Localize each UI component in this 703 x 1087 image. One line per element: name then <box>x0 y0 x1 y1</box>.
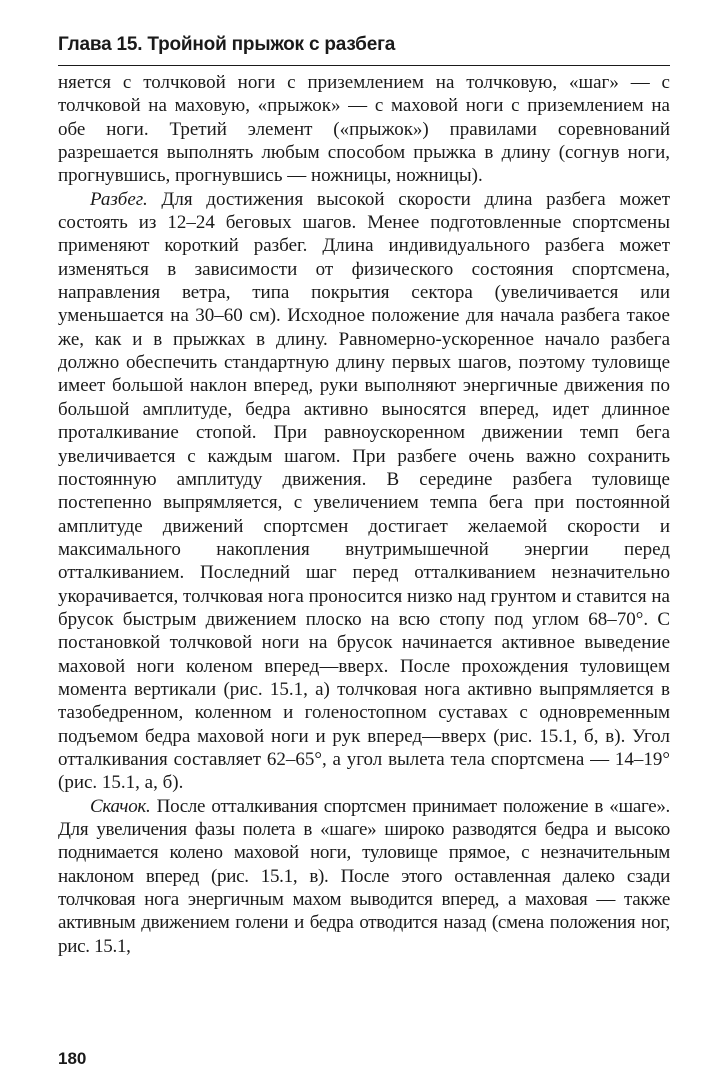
paragraph-2-text: Для достижения высокой скорости длина разбега может состоять из 12–24 беговых шагов. Менее подготовленные спортсмены применяют короткий разбег. Длина индивидуального разбега может изменяться в зависимости от физического состояния спортсмена, направления ветра, типа покрытия сектора (увеличивается или уменьшается на 30–60 см). Исходное положение для начала разбега такое же, как и в прыжках в длину. Равномерно-ускоренное начало разбега должно обеспечить стандартную длину первых шагов, поэтому туловище имеет большой наклон вперед, руки выполняют энергичные движения по большой амплитуде, бедра активно выносятся вперед, идет длинное проталкивание стопой. При равноускоренном движении темп бега увеличивается с каждым шагом. При разбеге очень важно сохранить постоянную амплитуду движения. В середине разбега туловище постепенно выпрямляется, с увеличением темпа бега при постоянной амплитуде движений спортсмен достигает желаемой скорости и максимального накопления внутримышечной энергии перед отталкиванием. Последний шаг перед отталкиванием незначительно укорачивается, толчковая нога проносится низко над грунтом и ставится на брусок быстрым движением плоско на всю стопу под углом 68–70°. С постановкой толчковой ноги на брусок начинается активное выведение маховой ноги коленом вперед—вверх. После прохождения туловищем момента вертикали (рис. 15.1, а) толчковая нога активно выпрямляется в тазобедренном, коленном и голеностопном суставах с одновременным подъемом бедра маховой ноги и рук вперед—вверх (рис. 15.1, б, в). Угол отталкивания составляет 62–65°, а угол вылета тела спортсмена — 14–19° (рис. 15.1, а, б). <box>58 188 670 794</box>
header-rule <box>58 65 670 66</box>
paragraph-1-text: няется с толчковой ноги с приземлением на толчковую, «шаг» — с толчковой на маховую, «прыжок» — с маховой ноги с приземлением на обе ноги. Третий элемент («прыжок») правилами соревнований разрешается выполнять любым способом прыжка в длину (согнув ноги, прогнувшись, прогнувшись — ножницы, ножницы). <box>58 72 670 187</box>
paragraph-3 <box>58 795 670 958</box>
paragraph-3-lead: Скачок. <box>90 795 151 817</box>
body-text <box>58 71 670 958</box>
paragraph-2-lead: Разбег. <box>90 188 148 210</box>
page-number: 180 <box>58 1049 87 1068</box>
paragraph-3-text: После отталкивания спортсмен принимает положение в «шаге». Для увеличения фазы полета в «шаге» широко разводятся бедра и высоко поднимается колено маховой ноги, туловище прямое, с незначительным наклоном вперед (рис. 15.1, в). После этого оставленная далеко сзади толчковая нога энергичным махом выводится вперед, а маховая — также активным движением голени и бедра отводится назад (смена положения ног, рис. 15.1, <box>58 795 670 957</box>
chapter-header: Глава 15. Тройной прыжок с разбега <box>58 34 396 55</box>
paragraph-2 <box>58 188 670 795</box>
paragraph-1 <box>58 71 670 188</box>
